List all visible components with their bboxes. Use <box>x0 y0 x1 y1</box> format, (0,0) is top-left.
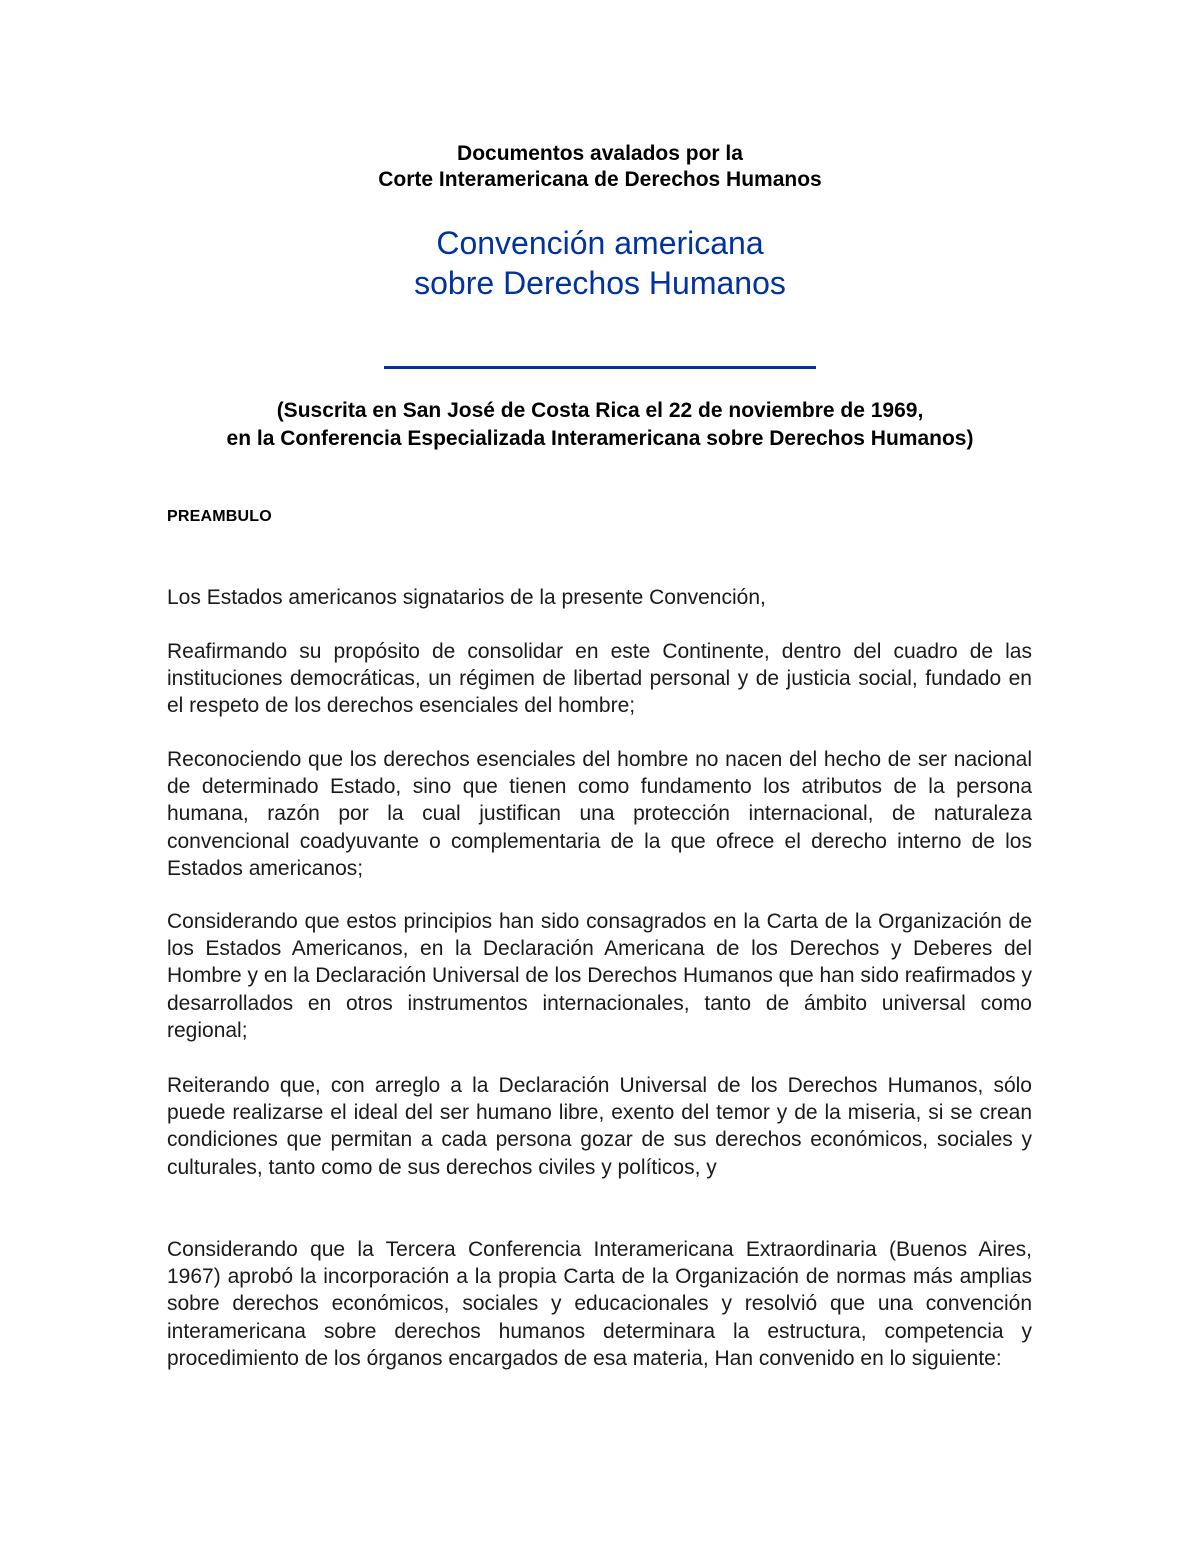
paragraph-considerando-2: Considerando que la Tercera Conferencia Interamericana Extraordinaria (Buenos Aires, 1967) aprobó la incorporación a la propia Carta de la Organización de normas más amplias sobre derechos económicos, sociales y educacionales y resolvió que una convención interamericana sobre derechos humanos determinara la estructura, competencia y procedimiento de los órganos encargados de esa materia, Han convenido en lo siguiente: <box>167 1238 1032 1370</box>
document-title-line-1: Convención americana <box>436 225 764 261</box>
subtitle-line-2: en la Conferencia Especializada Interamericana sobre Derechos Humanos) <box>226 427 974 450</box>
paragraph-reconociendo: Reconociendo que los derechos esenciales del hombre no nacen del hecho de ser nacional de determinado Estado, sino que tienen como fundamento los atributos de la persona humana, razón por la cual justifican una protección internacional, de naturaleza convencional coadyuvante o complementaria de la que ofrece el derecho interno de los Estados americanos; <box>167 748 1032 880</box>
title-divider <box>384 366 816 369</box>
paragraph-reiterando: Reiterando que, con arreglo a la Declaración Universal de los Derechos Humanos, sólo puede realizarse el ideal del ser humano libre, exento del temor y de la miseria, si se crean condiciones que permitan a cada persona gozar de sus derechos económicos, sociales y culturales, tanto como de sus derechos civiles y políticos, y <box>167 1074 1032 1179</box>
header-line-2: Corte Interamericana de Derechos Humanos <box>378 168 822 191</box>
subtitle-line-1: (Suscrita en San José de Costa Rica el 22 de noviembre de 1969, <box>276 399 924 422</box>
header-line-1: Documentos avalados por la <box>457 142 743 165</box>
section-heading: PREAMBULO <box>167 508 272 525</box>
document-title-line-2: sobre Derechos Humanos <box>414 265 786 301</box>
paragraph-considerando-1: Considerando que estos principios han sido consagrados en la Carta de la Organización de los Estados Americanos, en la Declaración Americana de los Derechos y Deberes del Hombre y en la Declaración Universal de los Derechos Humanos que han sido reafirmados y desarrollados en otros instrumentos internacionales, tanto de ámbito universal como regional; <box>167 910 1032 1042</box>
paragraph-reafirmando: Reafirmando su propósito de consolidar en este Continente, dentro del cuadro de las instituciones democráticas, un régimen de libertad personal y de justicia social, fundado en el respeto de los derechos esenciales del hombre; <box>167 640 1032 718</box>
paragraph-intro: Los Estados americanos signatarios de la presente Convención, <box>167 586 766 609</box>
